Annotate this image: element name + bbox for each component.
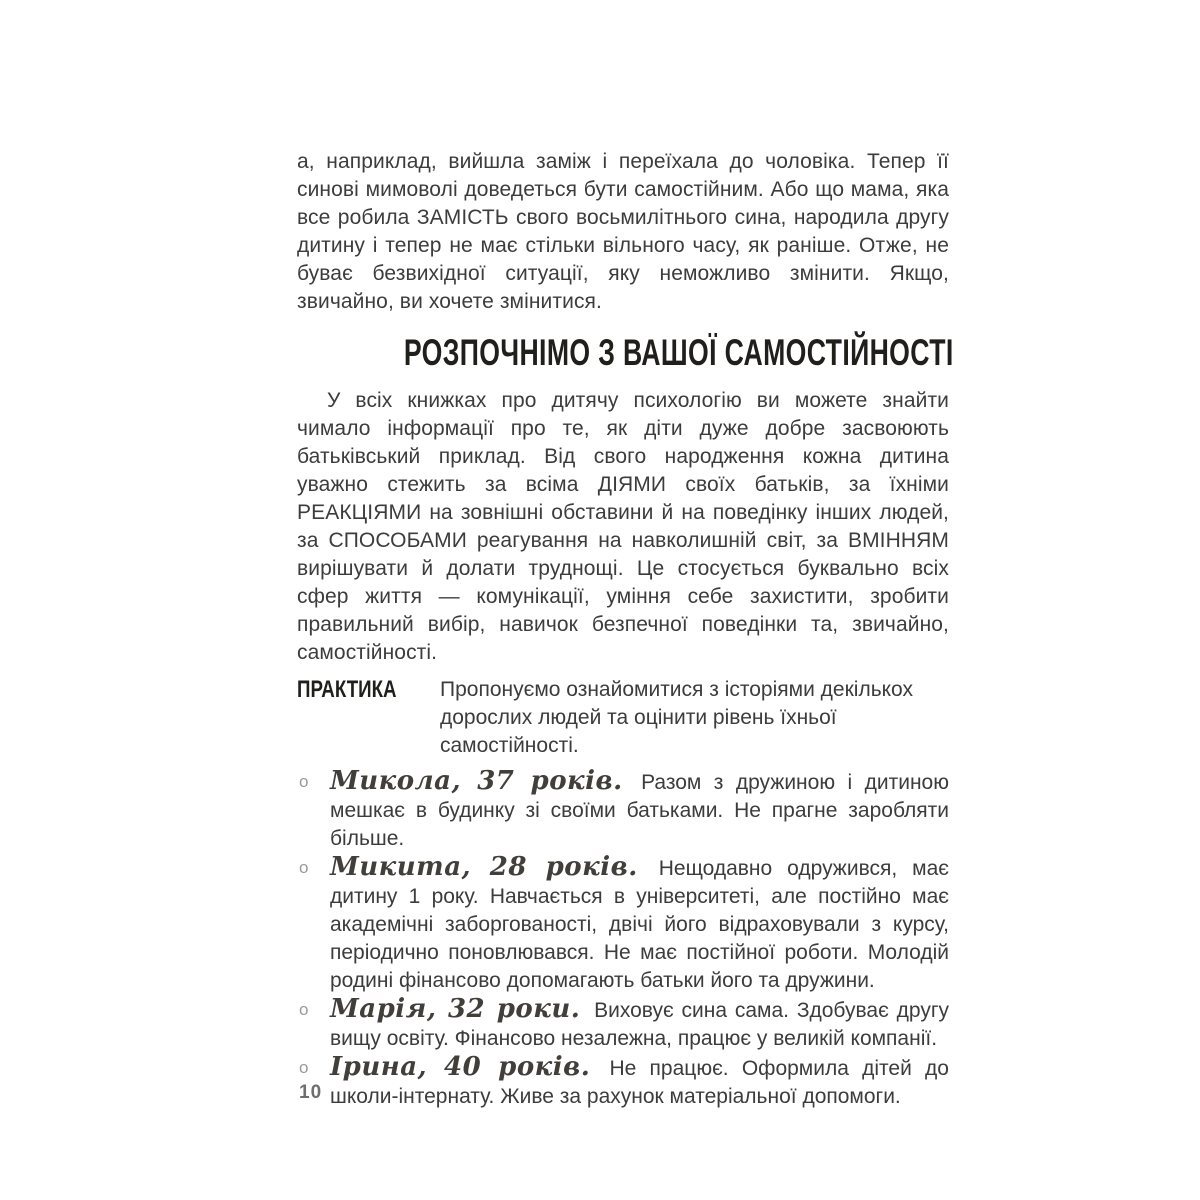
person-description: Не працює. Оформила дітей до школи-інтернату. Живе за рахунок матеріальної допомоги. xyxy=(330,1057,949,1108)
person-name: Ірина, 40 років. xyxy=(330,1052,591,1082)
person-name: Марія, 32 роки. xyxy=(330,994,581,1024)
practice-section xyxy=(297,676,949,760)
bullet-icon: o xyxy=(299,1058,309,1077)
list-item xyxy=(297,1053,949,1111)
practice-text: Пропонуємо ознайомитися з історіями декількох дорослих людей та оцінити рівень їхньої самостійності. xyxy=(440,678,914,757)
list-item xyxy=(297,995,949,1053)
practice-label-container xyxy=(297,676,440,704)
body-paragraph: У всіх книжках про дитячу психологію ви можете знайти чимало інформації про те, як діти дуже добре засвоюють батьківський приклад. Від свого народження кожна дитина уважно стежить за всіма ДІЯМИ своїх батьків, за їхніми РЕАКЦІЯМИ на зовнішні обставини й на поведінку інших людей, за СПОСОБАМИ реагування на навколишній світ, за ВМІННЯМ вирішувати й долати труднощі. Це стосується буквально всіх сфер життя — комунікації, уміння себе захистити, зробити правильний вибір, навичок безпечної поведінки та, звичайно, самостійності. xyxy=(297,389,949,664)
person-description: Виховує сина сама. Здобуває другу вищу освіту. Фінансово незалежна, працює у великій компанії. xyxy=(330,999,949,1050)
person-description: Нещодавно одружився, має дитину 1 року. Навчається в університеті, але постійно має академічні заборгованості, двічі його відраховували з курсу, періодично поновлювався. Не має постійної роботи. Молодій родині фінансово допомагають батьки його та дружини. xyxy=(330,857,949,992)
page-number: 10 xyxy=(299,1082,323,1103)
people-list xyxy=(297,767,949,1111)
chapter-heading xyxy=(297,332,954,374)
list-item xyxy=(297,853,949,995)
list-item xyxy=(297,767,949,853)
person-name: Микита, 28 років. xyxy=(330,852,638,882)
person-name: Микола, 37 років. xyxy=(330,766,623,796)
page-content xyxy=(297,148,954,1111)
bullet-icon: o xyxy=(299,772,309,791)
chapter-heading-text: РОЗПОЧНІМО З ВАШОЇ САМОСТІЙНОСТІ xyxy=(403,332,954,373)
bullet-icon: o xyxy=(299,858,309,877)
person-description: Разом з дружиною і дитиною мешкає в будинку зі своїми батьками. Не прагне заробляти більше. xyxy=(330,771,949,850)
bullet-icon: o xyxy=(299,1000,309,1019)
intro-paragraph: а, наприклад, вийшла заміж і переїхала до чоловіка. Тепер її синові мимоволі доведеться бути самостійним. Або що мама, яка все робила ЗАМІСТЬ свого восьмилітнього сина, народила другу дитину і тепер не має стільки вільного часу, як раніше. Отже, не буває безвихідної ситуації, яку неможливо змінити. Якщо, звичайно, ви хочете змінитися. xyxy=(297,150,949,313)
practice-label: ПРАКТИКА xyxy=(297,676,397,703)
